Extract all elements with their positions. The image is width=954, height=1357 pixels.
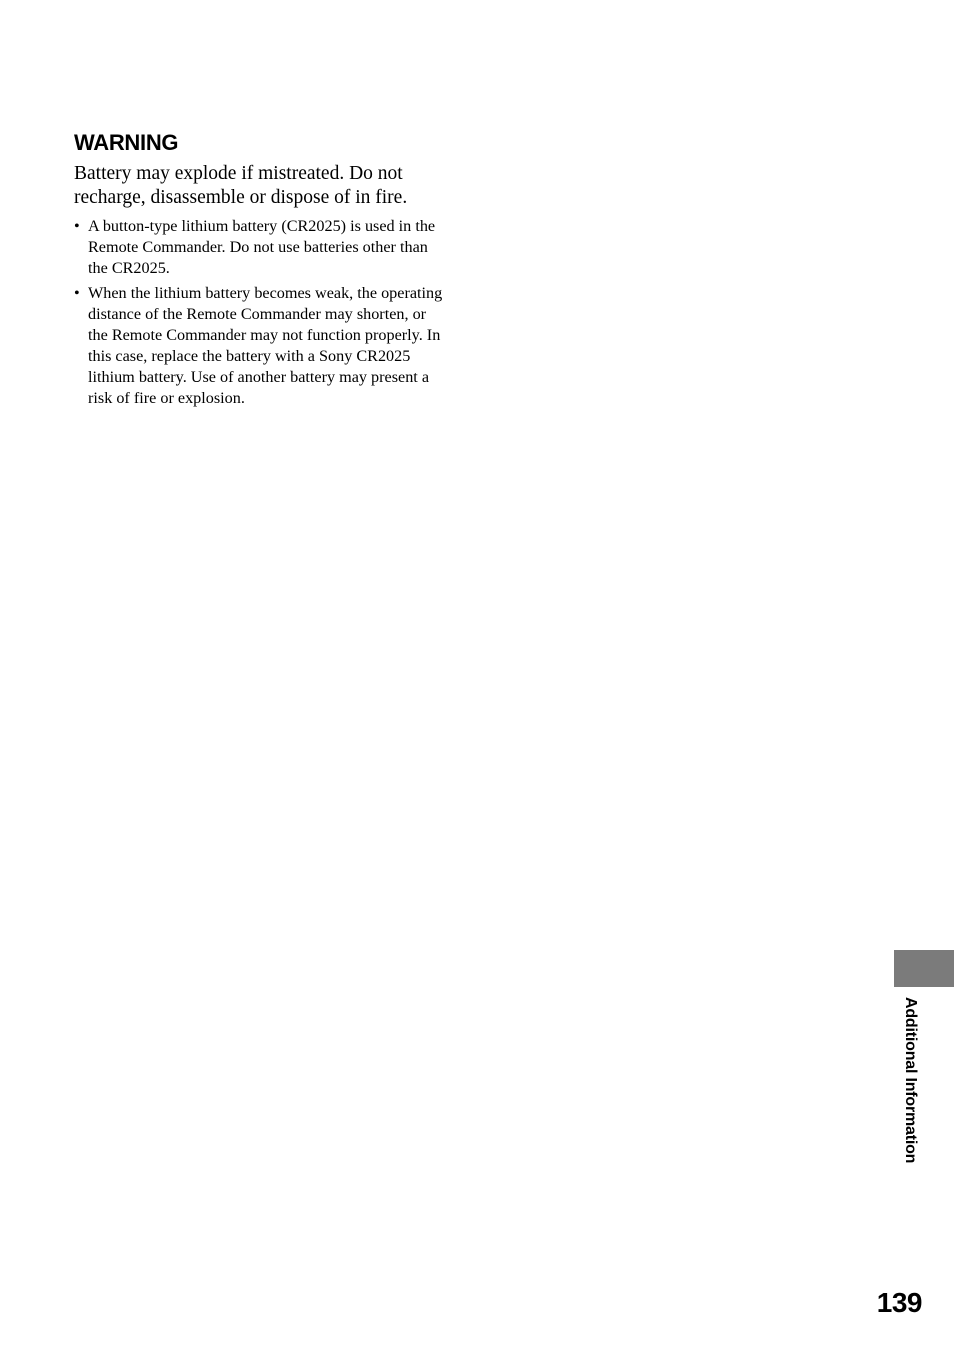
list-item (74, 216, 446, 279)
warning-lead-text: Battery may explode if mistreated. Do not recharge, disassemble or dispose of in fire. (74, 163, 408, 208)
warning-section (74, 128, 446, 413)
section-tab-label (899, 997, 921, 1193)
page-number: 139 (876, 1287, 922, 1318)
section-tab-marker (894, 950, 954, 987)
bullet-icon: • (74, 217, 80, 235)
bullet-text: When the lithium battery becomes weak, the operating distance of the Remote Commander may shorten, or the Remote Commander may not function properly. In this case, replace the battery with a Sony CR2025 lithium battery. Use of another battery may present a risk of fire or explosion. (88, 284, 443, 407)
bullet-text: A button-type lithium battery (CR2025) is used in the Remote Commander. Do not use batteries other than the CR2025. (88, 217, 436, 277)
warning-heading: WARNING (74, 130, 179, 155)
warning-bullet-list (74, 216, 446, 409)
list-item (74, 283, 446, 409)
section-tab-label-text: Additional Information (902, 997, 919, 1164)
bullet-icon: • (74, 284, 80, 302)
